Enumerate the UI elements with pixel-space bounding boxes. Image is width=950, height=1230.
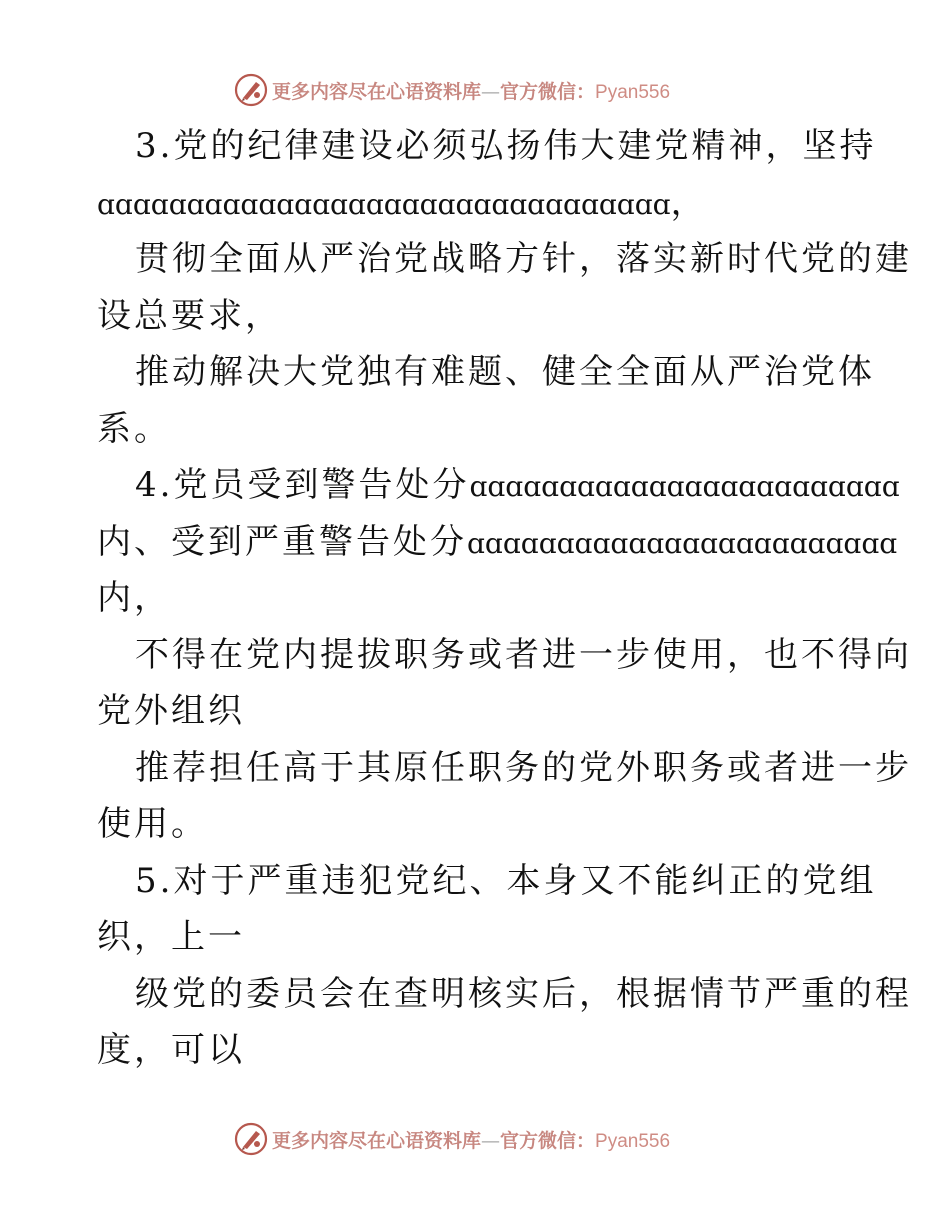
text-line-content: ɑɑɑɑɑɑɑɑɑɑɑɑɑɑɑɑɑɑɑɑɑɑɑɑɑɑɑɑɑɑɑɑ，	[97, 182, 708, 223]
text-line-content: 党外组织	[97, 691, 245, 731]
text-line-content: 织，上一	[97, 917, 245, 957]
text-line	[97, 909, 857, 966]
watermark-wechat-label: 官方微信：	[500, 80, 596, 103]
text-line	[97, 344, 875, 401]
watermark-wechat-label: 官方微信：	[500, 1129, 596, 1152]
text-line-content: 不得在党内提拔职务或者进一步使用，也不得向	[135, 634, 912, 675]
garbled-glyph-run: ɑɑɑɑɑɑɑɑɑɑɑɑɑɑɑɑɑɑɑɑɑɑɑɑ	[469, 470, 900, 503]
text-line-content: 推动解决大党独有难题、健全全面从严治党体	[135, 352, 875, 392]
text-line	[97, 457, 900, 514]
text-line-content: 内、受到严重警告处分ɑɑɑɑɑɑɑɑɑɑɑɑɑɑɑɑɑɑɑɑɑɑɑɑ	[97, 521, 898, 562]
text-line	[97, 740, 912, 797]
watermark-separator: —	[481, 1129, 501, 1152]
text-line	[97, 570, 857, 627]
text-line-content: 4.党员受到警告处分ɑɑɑɑɑɑɑɑɑɑɑɑɑɑɑɑɑɑɑɑɑɑɑɑ	[135, 465, 900, 505]
watermark-text	[272, 1126, 670, 1153]
text-line-content: 级党的委员会在查明核实后，根据情节严重的程	[135, 973, 912, 1014]
text-line	[97, 796, 857, 853]
watermark-wechat-id: Pyan556	[595, 1130, 671, 1152]
text-line	[97, 175, 857, 232]
text-line	[97, 288, 857, 345]
header-watermark	[234, 72, 670, 108]
text-line	[97, 1022, 857, 1079]
watermark-wechat-id: Pyan556	[595, 81, 671, 103]
watermark-separator: —	[481, 80, 501, 103]
document-body	[97, 118, 912, 1079]
footer-watermark	[234, 1121, 670, 1157]
text-line-content: 系。	[97, 408, 171, 449]
watermark-site: 更多内容尽在心语资料库	[272, 80, 482, 103]
text-line-content: 推荐担任高于其原任职务的党外职务或者进一步	[135, 747, 912, 788]
text-line	[97, 966, 912, 1023]
text-line	[97, 683, 857, 740]
garbled-glyph-run: ɑɑɑɑɑɑɑɑɑɑɑɑɑɑɑɑɑɑɑɑɑɑɑɑ	[467, 526, 898, 560]
text-line	[97, 231, 912, 288]
watermark-text	[272, 77, 670, 104]
pen-circle-logo-icon	[234, 73, 268, 107]
text-line-content: 内，	[97, 578, 171, 618]
watermark-site: 更多内容尽在心语资料库	[272, 1129, 482, 1152]
text-line-content: 5.对于严重违犯党纪、本身又不能纠正的党组	[135, 860, 877, 901]
text-line	[97, 118, 877, 175]
pen-circle-logo-icon	[234, 1122, 268, 1156]
text-line-content: 使用。	[97, 804, 208, 844]
garbled-glyph-run: ɑɑɑɑɑɑɑɑɑɑɑɑɑɑɑɑɑɑɑɑɑɑɑɑɑɑɑɑɑɑɑɑ	[97, 187, 671, 221]
text-line	[97, 401, 857, 458]
text-line-content: 度，可以	[97, 1030, 245, 1070]
text-line	[97, 853, 877, 910]
text-line-content: 贯彻全面从严治党战略方针，落实新时代党的建	[135, 239, 912, 279]
text-line-content: 设总要求，	[97, 295, 282, 336]
text-line	[97, 627, 912, 684]
text-line-content: 3.党的纪律建设必须弘扬伟大建党精神，坚持	[135, 126, 877, 166]
text-line	[97, 514, 898, 571]
